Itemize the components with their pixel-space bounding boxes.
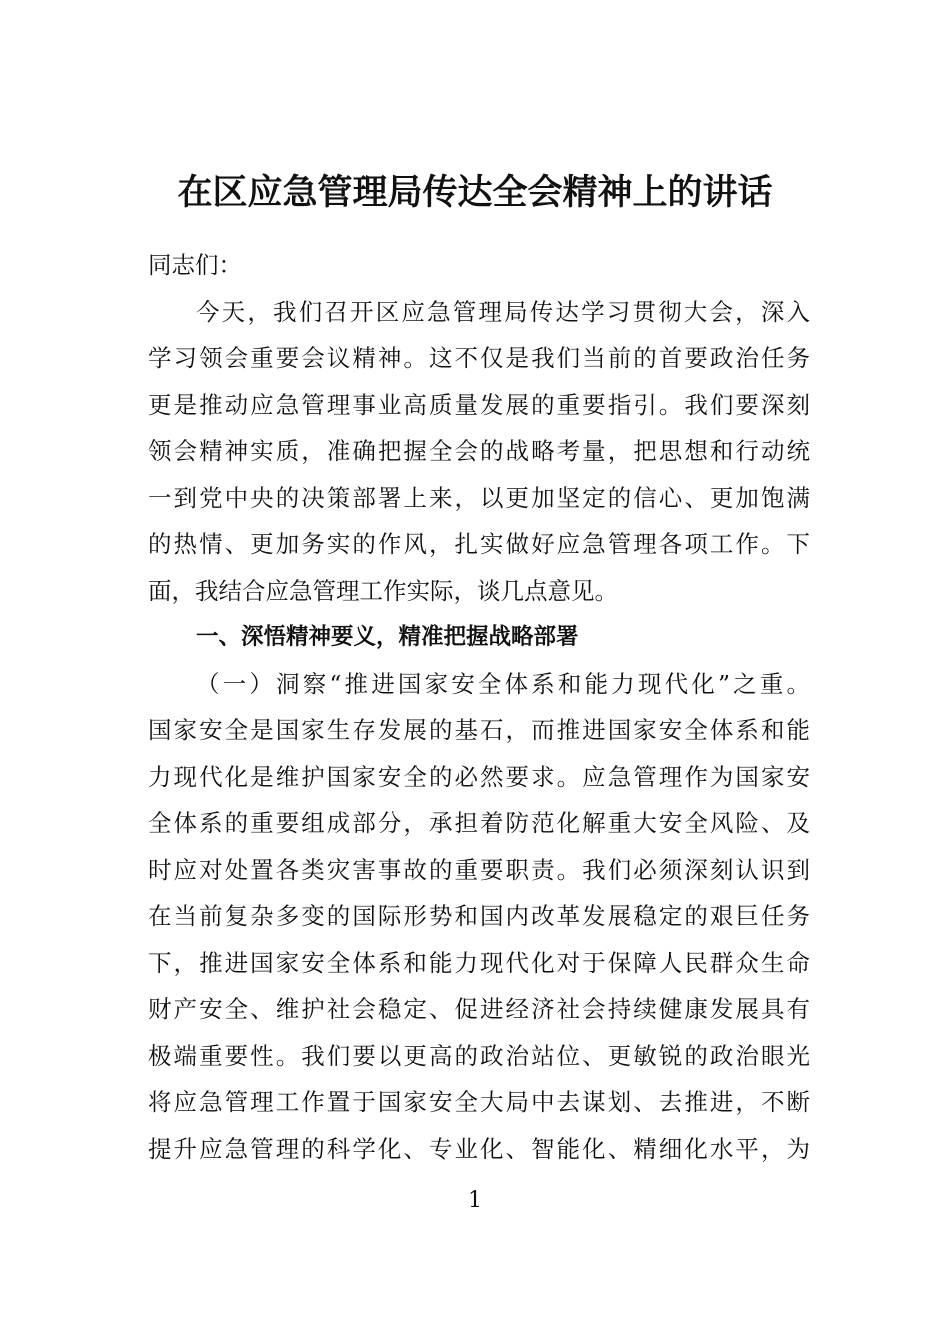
document-body xyxy=(148,242,810,1172)
section-heading: 一、深悟精神要义，精准把握战略部署 xyxy=(196,624,579,650)
salutation-line: 同志们： xyxy=(148,251,242,279)
paragraph-line: 学习领会重要会议精神。这不仅是我们当前的首要政治任务 xyxy=(148,344,810,372)
document-title: 在区应急管理局传达全会精神上的讲话 xyxy=(177,172,773,213)
paragraph-line: 今天，我们召开区应急管理局传达学习贯彻大会，深入 xyxy=(196,297,810,326)
paragraph-line: 国家安全是国家生存发展的基石，而推进国家安全体系和能 xyxy=(148,716,810,744)
paragraph-line: 财产安全、维护社会稳定、促进经济社会持续健康发展具有 xyxy=(148,995,810,1023)
paragraph-line: 全体系的重要组成部分，承担着防范化解重大安全风险、及 xyxy=(148,809,810,837)
paragraph-line: 更是推动应急管理事业高质量发展的重要指引。我们要深刻 xyxy=(148,390,810,419)
paragraph-line: 一到党中央的决策部署上来，以更加坚定的信心、更加饱满 xyxy=(148,483,810,512)
paragraph-line: 将应急管理工作置于国家安全大局中去谋划、去推进，不断 xyxy=(148,1088,810,1116)
paragraph-line: 领会精神实质，准确把握全会的战略考量，把思想和行动统 xyxy=(148,437,810,465)
paragraph-line: 提升应急管理的科学化、专业化、智能化、精细化水平，为 xyxy=(148,1134,810,1163)
paragraph-line: 下，推进国家安全体系和能力现代化对于保障人民群众生命 xyxy=(148,948,810,977)
subsection-heading-line: （一）洞察“推进国家安全体系和能力现代化”之重。 xyxy=(196,669,810,698)
paragraph-line: 时应对处置各类灾害事故的重要职责。我们必须深刻认识到 xyxy=(148,855,810,884)
paragraph-line: 的热情、更加务实的作风，扎实做好应急管理各项工作。下 xyxy=(148,530,810,558)
paragraph-line: 极端重要性。我们要以更高的政治站位、更敏锐的政治眼光 xyxy=(148,1041,810,1070)
paragraph-line: 在当前复杂多变的国际形势和国内改革发展稳定的艰巨任务 xyxy=(148,902,810,930)
paragraph-line: 力现代化是维护国家安全的必然要求。应急管理作为国家安 xyxy=(148,762,810,791)
page-number: 1 xyxy=(468,1188,482,1213)
paragraph-line-last: 面，我结合应急管理工作实际，谈几点意见。 xyxy=(148,576,618,605)
